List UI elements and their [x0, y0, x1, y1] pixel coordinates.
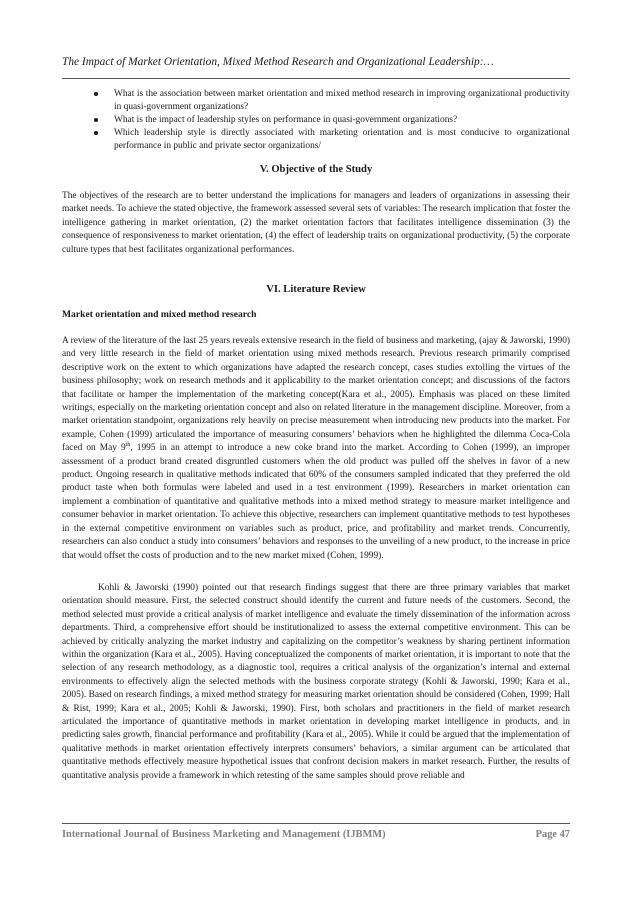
list-item [62, 88, 570, 114]
list-item-text: What is the association between market orientation and mixed method research in improving organizational productivity in quasi-government organizations? [114, 89, 570, 112]
literature-paragraph-1 [62, 335, 570, 563]
list-item [62, 114, 570, 127]
page-number: Page 47 [535, 829, 570, 840]
running-header: The Impact of Market Orientation, Mixed Method Research and Organizational Leadership:… [62, 56, 494, 68]
list-item-text: What is the impact of leadership styles on performance in quasi-government organizations? [114, 115, 458, 125]
page-footer [62, 829, 570, 840]
paragraph-text: A review of the literature of the last 25 years reveals extensive research in the field of business and marketing, (ajay & Jaworski, 1990) and very little research in the field of market orientation using mixed methods research. Previous research primarily comprised descriptive work on the extent to which organizations have adapted the research concept, cases studies extolling the virtues of the business philosophy; work on research methods and it applicability to the market orientation concept; and discussions of the factors that facilitate or hamper the implementation of the marketing concept(Kara et al., 2005). Emphasis was placed on these limited writings, especially on the marketing orientation concept and also on related literature in the management discipline. Moreover, from a market orientation standpoint, organizations rely heavily on precise measurement when introducing new products into the market. For example, Cohen (1999) articulated the importance of measuring consumers’ behaviors when he highlighted the dilemma Coca-Cola faced on May 9 [62, 336, 570, 454]
section-heading-objective: V. Objective of the Study [259, 164, 373, 175]
research-questions-list [62, 88, 570, 153]
journal-name: International Journal of Business Marketing and Management (IJBMM) [62, 829, 386, 840]
bullet-icon [94, 131, 98, 135]
literature-paragraph-2: Kohli & Jaworski (1990) pointed out that research findings suggest that there are three primary variables that market orientation should measure. First, the selected construct should identify the current and future needs of the customers. Second, the method selected must provide a critical analysis of market intelligence and evaluate the timely dissemination of the information across departments. Third, a comprehensive effort should be institutionalized to assess the external competitive environment. This can be achieved by critically analyzing the market industry and capitalizing on the competitor’s weakness by sharing pertinent information within the organization (Kara et al., 2005). Having conceptualized the components of market orientation, it is important to note that the selection of any research methodology, as a diagnostic tool, requires a critical analysis of the organization’s internal and external environments to effectively align the selected methods with the business corporate strategy (Kohli & Jaworski, 1990; Kara et al., 2005). Based on research findings, a mixed method strategy for measuring market orientation should be considered (Cohen, 1999; Hall & Rist, 1999; Kara et al., 2005; Kohli & Jaworski, 1990). First, both scholars and practitioners in the field of market research articulated the importance of quantitative methods in market orientation in developing market intelligence in products, and in predicting sales growth, financial performance and profitability (Kara et al., 2005). While it could be argued that the implementation of qualitative methods in market orientation effectively interprets consumers’ behaviors, a similar argument can be articulated that quantitative methods effectively measure hypothetical issues that confront decision makers in market research. Further, the results of quantitative analysis provide a framework in which retesting of the same samples should prove reliable and [62, 583, 570, 781]
footer-divider [62, 823, 570, 824]
list-item-text: Which leadership style is directly associated with marketing orientation and is most conducive to organizational performance in public and private sector organizations/ [114, 128, 570, 151]
ordinal-suffix: th [125, 442, 131, 449]
objective-paragraph: The objectives of the research are to better understand the implications for managers and leaders of organizations in assessing their market needs. To achieve the stated objective, the framework assessed several sets of variables: The research implication that foster the intelligence gathering in market orientation, (2) the market orientation factors that facilitates intelligence dissemination (3) the consequence of responsiveness to market orientation, (4) the effect of leadership traits on organizational productivity, (5) the corporate culture types that best facilitates organizational performances. [62, 191, 570, 255]
bullet-icon [94, 92, 98, 96]
section-heading-literature-review: VI. Literature Review [266, 284, 366, 295]
paragraph-text: , 1995 in an attempt to introduce a new coke brand into the market. According to Cohen (1999), an improper assessment of a product brand created disgruntled customers when the old product was pulled off the shelves in favor of a new product. Ongoing research in qualitative methods indicated that 60% of the consumers sampled indicated that they preferred the old product taste when both formulas were labeled and used in a test environment (1999). Researchers in market orientation can implement a combination of quantitative and qualitative methods into a mixed method strategy to measure market intelligence and consumer behavior in market orientation. To achieve this objective, researchers can implement quantitative methods to test hypotheses in the external competitive environment on variables such as product, price, and profitability and market trends. Concurrently, researchers can also conduct a study into consumers’ behaviors and responses to the unveiling of a new product, to the increase in price that would offset the costs of production and to the new market mixed (Cohen, 1999). [62, 443, 570, 561]
header-divider [62, 78, 570, 79]
bullet-icon [94, 118, 98, 122]
subsection-heading: Market orientation and mixed method research [62, 309, 257, 320]
list-item [62, 127, 570, 153]
